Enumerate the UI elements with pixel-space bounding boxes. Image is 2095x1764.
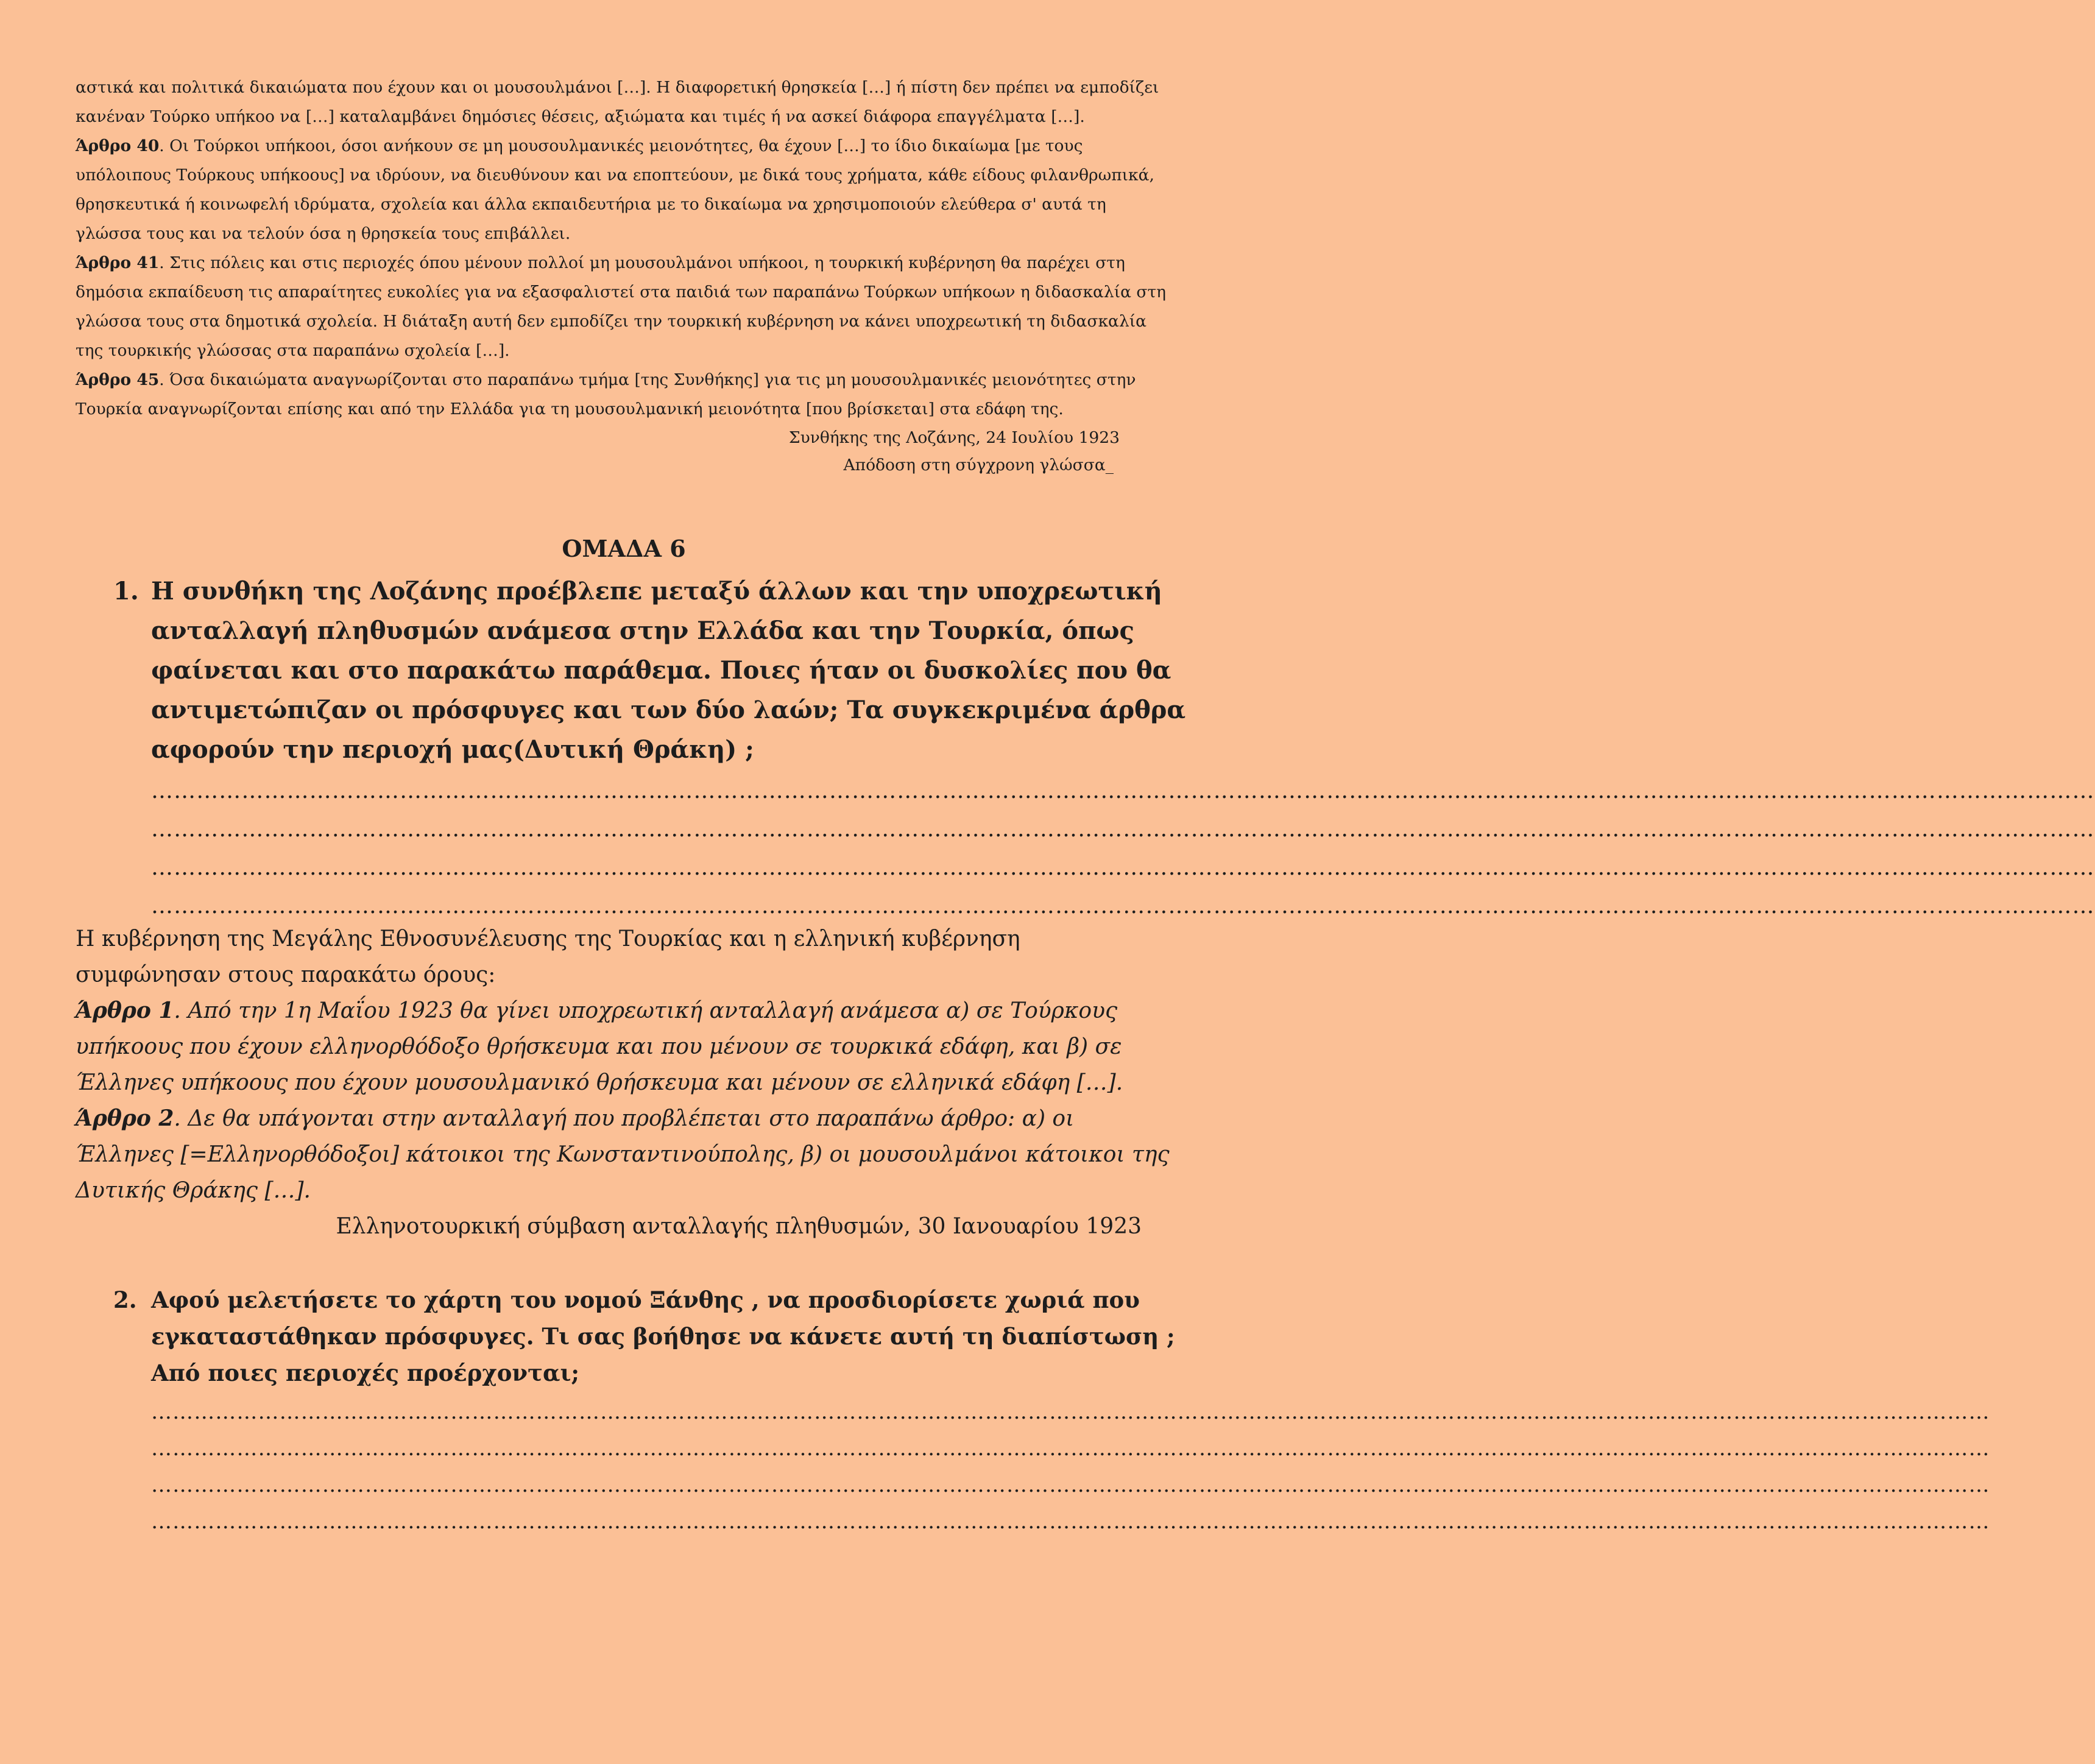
convention-article-2-text: . Δε θα υπάγονται στην ανταλλαγή που προβλέπεται στο παραπάνω άρθρο: α) οι Έλληνες [=Ελληνορθόδοξοι] κάτοικοι της Κωνσταντινούπολης, β) οι μουσουλμάνοι κάτοικοι της Δυτικής Θράκης […].: [76, 1106, 1170, 1203]
convention-source: Ελληνοτουρκική σύμβαση ανταλλαγής πληθυσμών, 30 Ιανουαρίου 1923: [336, 1214, 1142, 1239]
excerpt-translation-note: Απόδοση στη σύγχρονη γλώσσα_: [843, 456, 1114, 475]
exchange-convention-excerpt: [76, 921, 1172, 1244]
article-45-label: Άρθρο 45: [76, 370, 160, 389]
answer-area-1[interactable]: [151, 772, 2095, 925]
treaty-excerpt: [76, 73, 1172, 479]
question-1-number: 1.: [113, 577, 139, 605]
convention-article-1-text: . Από την 1η Μαΐου 1923 θα γίνει υποχρεωτική ανταλλαγή ανάμεσα α) σε Τούρκους υπήκοους που έχουν ελληνορθόδοξο θρήσκευμα και που μένουν σε τουρκικά εδάφη, και β) σε Έλληνες υπήκοους που έχουν μουσουλμανικό θρήσκευμα και μένουν σε ελληνικά εδάφη […].: [76, 998, 1123, 1095]
article-41-label: Άρθρο 41: [76, 253, 160, 272]
convention-article-1-label: Άρθρο 1: [76, 998, 174, 1023]
article-45: [76, 365, 1172, 424]
article-40-label: Άρθρο 40: [76, 136, 160, 155]
article-40-text: . Οι Τούρκοι υπήκοοι, όσοι ανήκουν σε μη μουσουλμανικές μειονότητες, θα έχουν […] το ίδιο δικαίωμα [με τους υπόλοιπους Τούρκους υπήκοους] να ιδρύουν, να διευθύνουν και να εποπτεύουν, με δικά τους χρήματα, κάθε είδους φιλανθρωπικά, θρησκευτικά ή κοινωφελή ιδρύματα, σχολεία και άλλα εκπαιδευτήρια με το δικαίωμα να χρησιμοποιούν ελεύθερα σ' αυτά τη γλώσσα τους και να τελούν όσα η θρησκεία τους επιβάλλει.: [76, 136, 1154, 243]
convention-intro: Η κυβέρνηση της Μεγάλης Εθνοσυνέλευσης της Τουρκίας και η ελληνική κυβέρνηση συμφώνησαν στους παρακάτω όρους:: [76, 926, 1020, 987]
answer-line: ……………………………………………………………………………………………………………………………………………………………………………………………………………………………………: [151, 1509, 1990, 1534]
article-41: [76, 249, 1172, 365]
article-45-text: . Όσα δικαιώματα αναγνωρίζονται στο παραπάνω τμήμα [της Συνθήκης] για τις μη μουσουλμανικές μειονότητες στην Τουρκία αναγνωρίζονται επίσης και από την Ελλάδα για τη μουσουλμανική μειονότητα [που βρίσκεται] στα εδάφη της.: [76, 370, 1136, 418]
group-heading: ΟΜΑΔΑ 6: [562, 535, 686, 562]
answer-line: ……………………………………………………………………………………………………………………………………………………………………………………………………………………………………: [151, 1400, 1990, 1424]
answer-line: ……………………………………………………………………………………………………………………………………………………………………………………………………………………………………: [151, 778, 2095, 803]
excerpt-source: Συνθήκης της Λοζάνης, 24 Ιουλίου 1923: [788, 428, 1120, 447]
convention-article-2-label: Άρθρο 2: [76, 1106, 174, 1131]
article-41-text: . Στις πόλεις και στις περιοχές όπου μένουν πολλοί μη μουσουλμάνοι υπήκοοι, η τουρκική κυβέρνηση θα παρέχει στη δημόσια εκπαίδευση τις απαραίτητες ευκολίες για να εξασφαλιστεί στα παιδιά των παραπάνω Τούρκων υπήκοων η διδασκαλία στη γλώσσα τους στα δημοτικά σχολεία. Η διάταξη αυτή δεν εμποδίζει την τουρκική κυβέρνηση να κάνει υποχρεωτική τη διδασκαλία της τουρκικής γλώσσας στα παραπάνω σχολεία […].: [76, 253, 1167, 360]
answer-line: ……………………………………………………………………………………………………………………………………………………………………………………………………………………………………: [151, 1473, 1990, 1497]
answer-line: ……………………………………………………………………………………………………………………………………………………………………………………………………………………………………: [151, 1436, 1990, 1461]
convention-article-1: [76, 993, 1172, 1101]
answer-line: ……………………………………………………………………………………………………………………………………………………………………………………………………………………………………: [151, 817, 2095, 842]
answer-area-2[interactable]: [151, 1394, 1990, 1540]
answer-line: ……………………………………………………………………………………………………………………………………………………………………………………………………………………………………: [151, 894, 2095, 919]
answer-line: ……………………………………………………………………………………………………………………………………………………………………………………………………………………………………: [151, 855, 2095, 880]
question-1-text: Η συνθήκη της Λοζάνης προέβλεπε μεταξύ άλλων και την υποχρεωτική ανταλλαγή πληθυσμών ανάμεσα στην Ελλάδα και την Τουρκία, όπως φαίνεται και στο παρακάτω παράθεμα. Ποιες ήταν οι δυσκολίες που θα αντιμετώπιζαν οι πρόσφυγες και των δύο λαών; Τα συγκεκριμένα άρθρα αφορούν την περιοχή μας(Δυτική Θράκη) ;: [151, 577, 1186, 764]
article-40: [76, 132, 1172, 249]
question-2-text: Αφού μελετήσετε το χάρτη του νομού Ξάνθης , να προσδιορίσετε χωριά που εγκαταστάθηκαν πρόσφυγες. Τι σας βοήθησε να κάνετε αυτή τη διαπίστωση ; Από ποιες περιοχές προέρχονται;: [151, 1286, 1175, 1386]
excerpt-paragraph: αστικά και πολιτικά δικαιώματα που έχουν και οι μουσουλμάνοι […]. Η διαφορετική θρησκεία […] ή πίστη δεν πρέπει να εμποδίζει κανέναν Τούρκο υπήκοο να […] καταλαμβάνει δημόσιες θέσεις, αξιώματα και τιμές ή να ασκεί διάφορα επαγγέλματα […].: [76, 78, 1159, 126]
question-2-number: 2.: [113, 1286, 137, 1313]
convention-article-2: [76, 1101, 1172, 1208]
